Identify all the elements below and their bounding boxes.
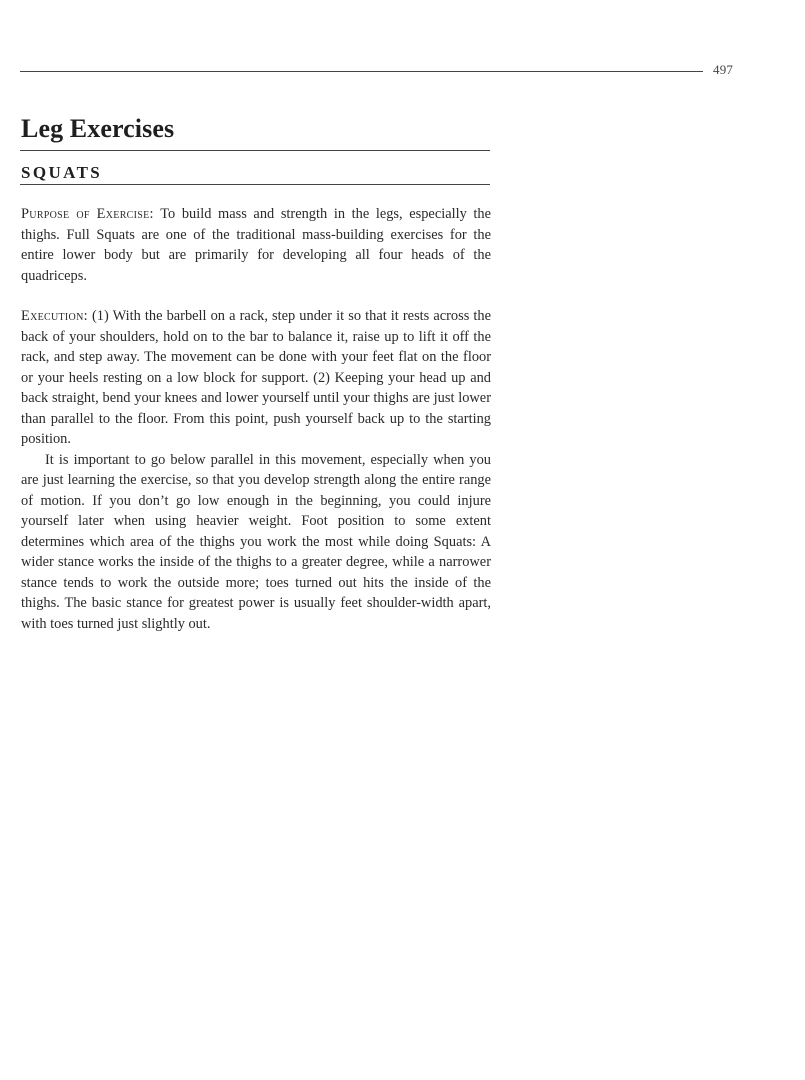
execution-lead: Execution:: [21, 308, 88, 324]
header-rule: [20, 71, 703, 72]
chapter-title: Leg Exercises: [21, 114, 175, 143]
body-text: [21, 204, 491, 634]
section-title-rule: [20, 184, 490, 185]
chapter-title-rule: [20, 150, 490, 151]
purpose-text: To build mass and strength in the legs, especially the thighs. Full Squats are one of the traditional mass-building exercises for the entire lower body but are primarily for developing all four heads of the quadriceps.: [21, 206, 491, 284]
page-number: 497: [713, 62, 734, 77]
paragraph-gap: [21, 286, 491, 306]
section-title: SQUATS: [21, 163, 103, 182]
purpose-paragraph: [21, 204, 491, 286]
execution-paragraph: [21, 306, 491, 450]
notes-paragraph: It is important to go below parallel in this movement, especially when you are just learning the exercise, so that you develop strength along the entire range of motion. If you don’t go low enough in the beginning, you could injure yourself later when using heavier weight. Foot position to some extent determines which area of the thighs you work the most while doing Squats: A wider stance works the inside of the thighs to a greater degree, while a narrower stance tends to work the outside more; toes turned out hits the inside of the thighs. The basic stance for greatest power is usually feet shoulder-width apart, with toes turned just slightly out.: [21, 451, 491, 632]
execution-text: (1) With the barbell on a rack, step under it so that it rests across the back of your shoulders, hold on to the bar to balance it, raise up to lift it off the rack, and step away. The movement can be done with your feet flat on the floor or your heels resting on a low block for support. (2) Keeping your head up and back straight, bend your knees and lower yourself until your thighs are just lower than parallel to the floor. From this point, push yourself back up to the starting position.: [21, 308, 491, 447]
purpose-lead: Purpose of Exercise:: [21, 206, 154, 222]
